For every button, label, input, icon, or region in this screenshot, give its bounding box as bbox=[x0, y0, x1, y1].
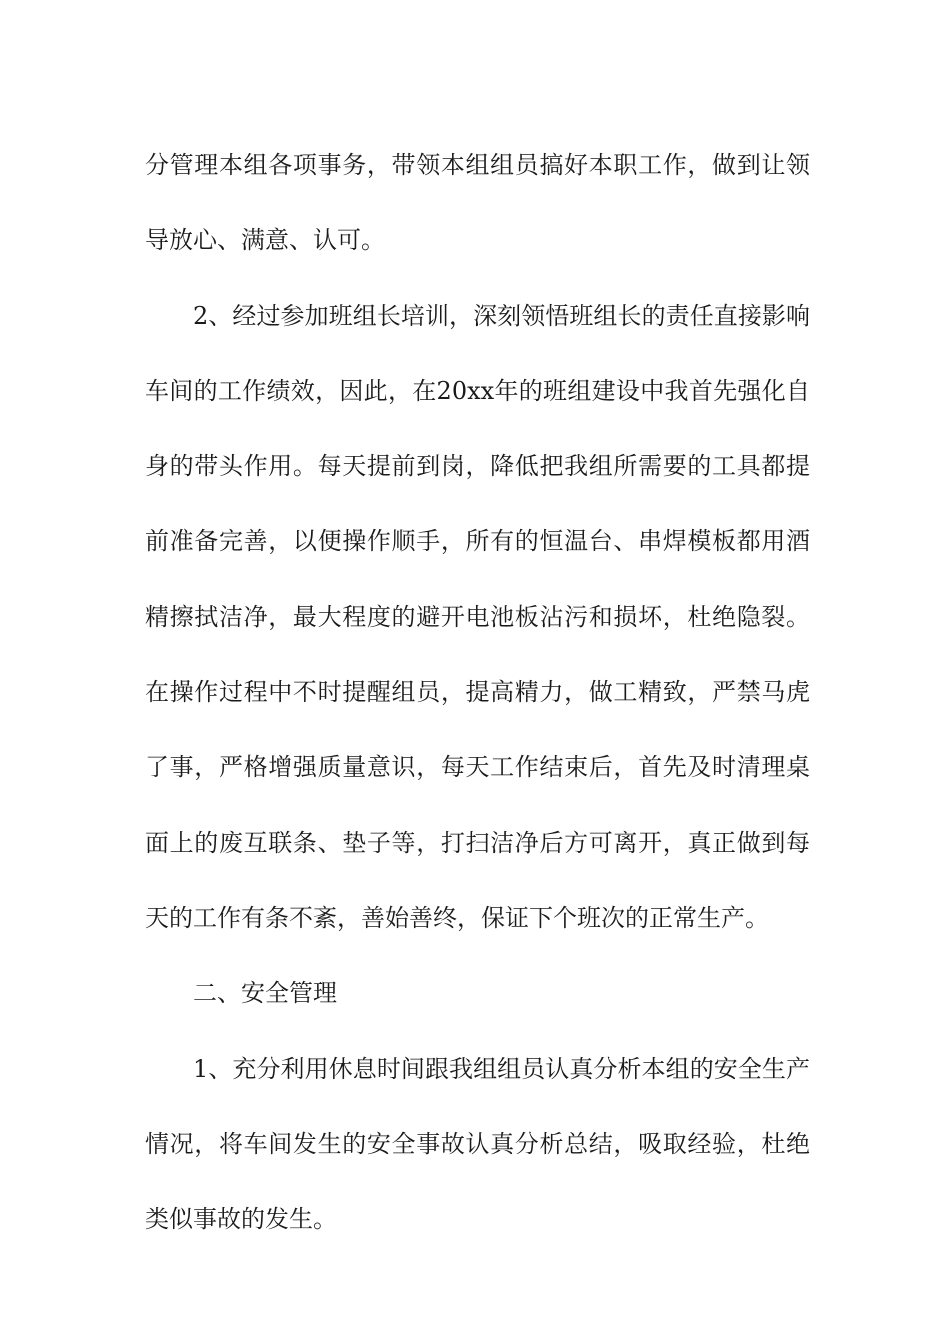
paragraph-line: 在操作过程中不时提醒组员，提高精力，做工精致，严禁马虎 bbox=[145, 678, 810, 707]
paragraph-line: 前准备完善，以便操作顺手，所有的恒温台、串焊模板都用酒 bbox=[145, 527, 810, 556]
paragraph-line: 1、充分利用休息时间跟我组组员认真分析本组的安全生产 bbox=[193, 1054, 810, 1083]
paragraph-line: 面上的废互联条、垫子等，打扫洁净后方可离开，真正做到每 bbox=[145, 828, 810, 857]
paragraph-line: 类似事故的发生。 bbox=[145, 1205, 337, 1234]
paragraph-line: 2、经过参加班组长培训，深刻领悟班组长的责任直接影响 bbox=[193, 301, 810, 330]
paragraph-line: 情况，将车间发生的安全事故认真分析总结，吸取经验，杜绝 bbox=[145, 1129, 810, 1158]
paragraph-line: 分管理本组各项事务，带领本组组员搞好本职工作，做到让领 bbox=[145, 151, 810, 179]
paragraph-line: 精擦拭洁净，最大程度的避开电池板沾污和损坏，杜绝隐裂。 bbox=[145, 602, 810, 631]
section-heading: 二、安全管理 bbox=[193, 979, 337, 1008]
paragraph-line: 天的工作有条不紊，善始善终，保证下个班次的正常生产。 bbox=[145, 903, 769, 932]
paragraph-line: 了事，严格增强质量意识，每天工作结束后，首先及时清理桌 bbox=[145, 753, 810, 782]
paragraph-line: 身的带头作用。每天提前到岗，降低把我组所需要的工具都提 bbox=[145, 452, 810, 481]
paragraph-line: 导放心、满意、认可。 bbox=[145, 226, 385, 255]
paragraph-line: 车间的工作绩效，因此，在20xx年的班组建设中我首先强化自 bbox=[145, 376, 810, 405]
document-body bbox=[145, 128, 810, 1257]
